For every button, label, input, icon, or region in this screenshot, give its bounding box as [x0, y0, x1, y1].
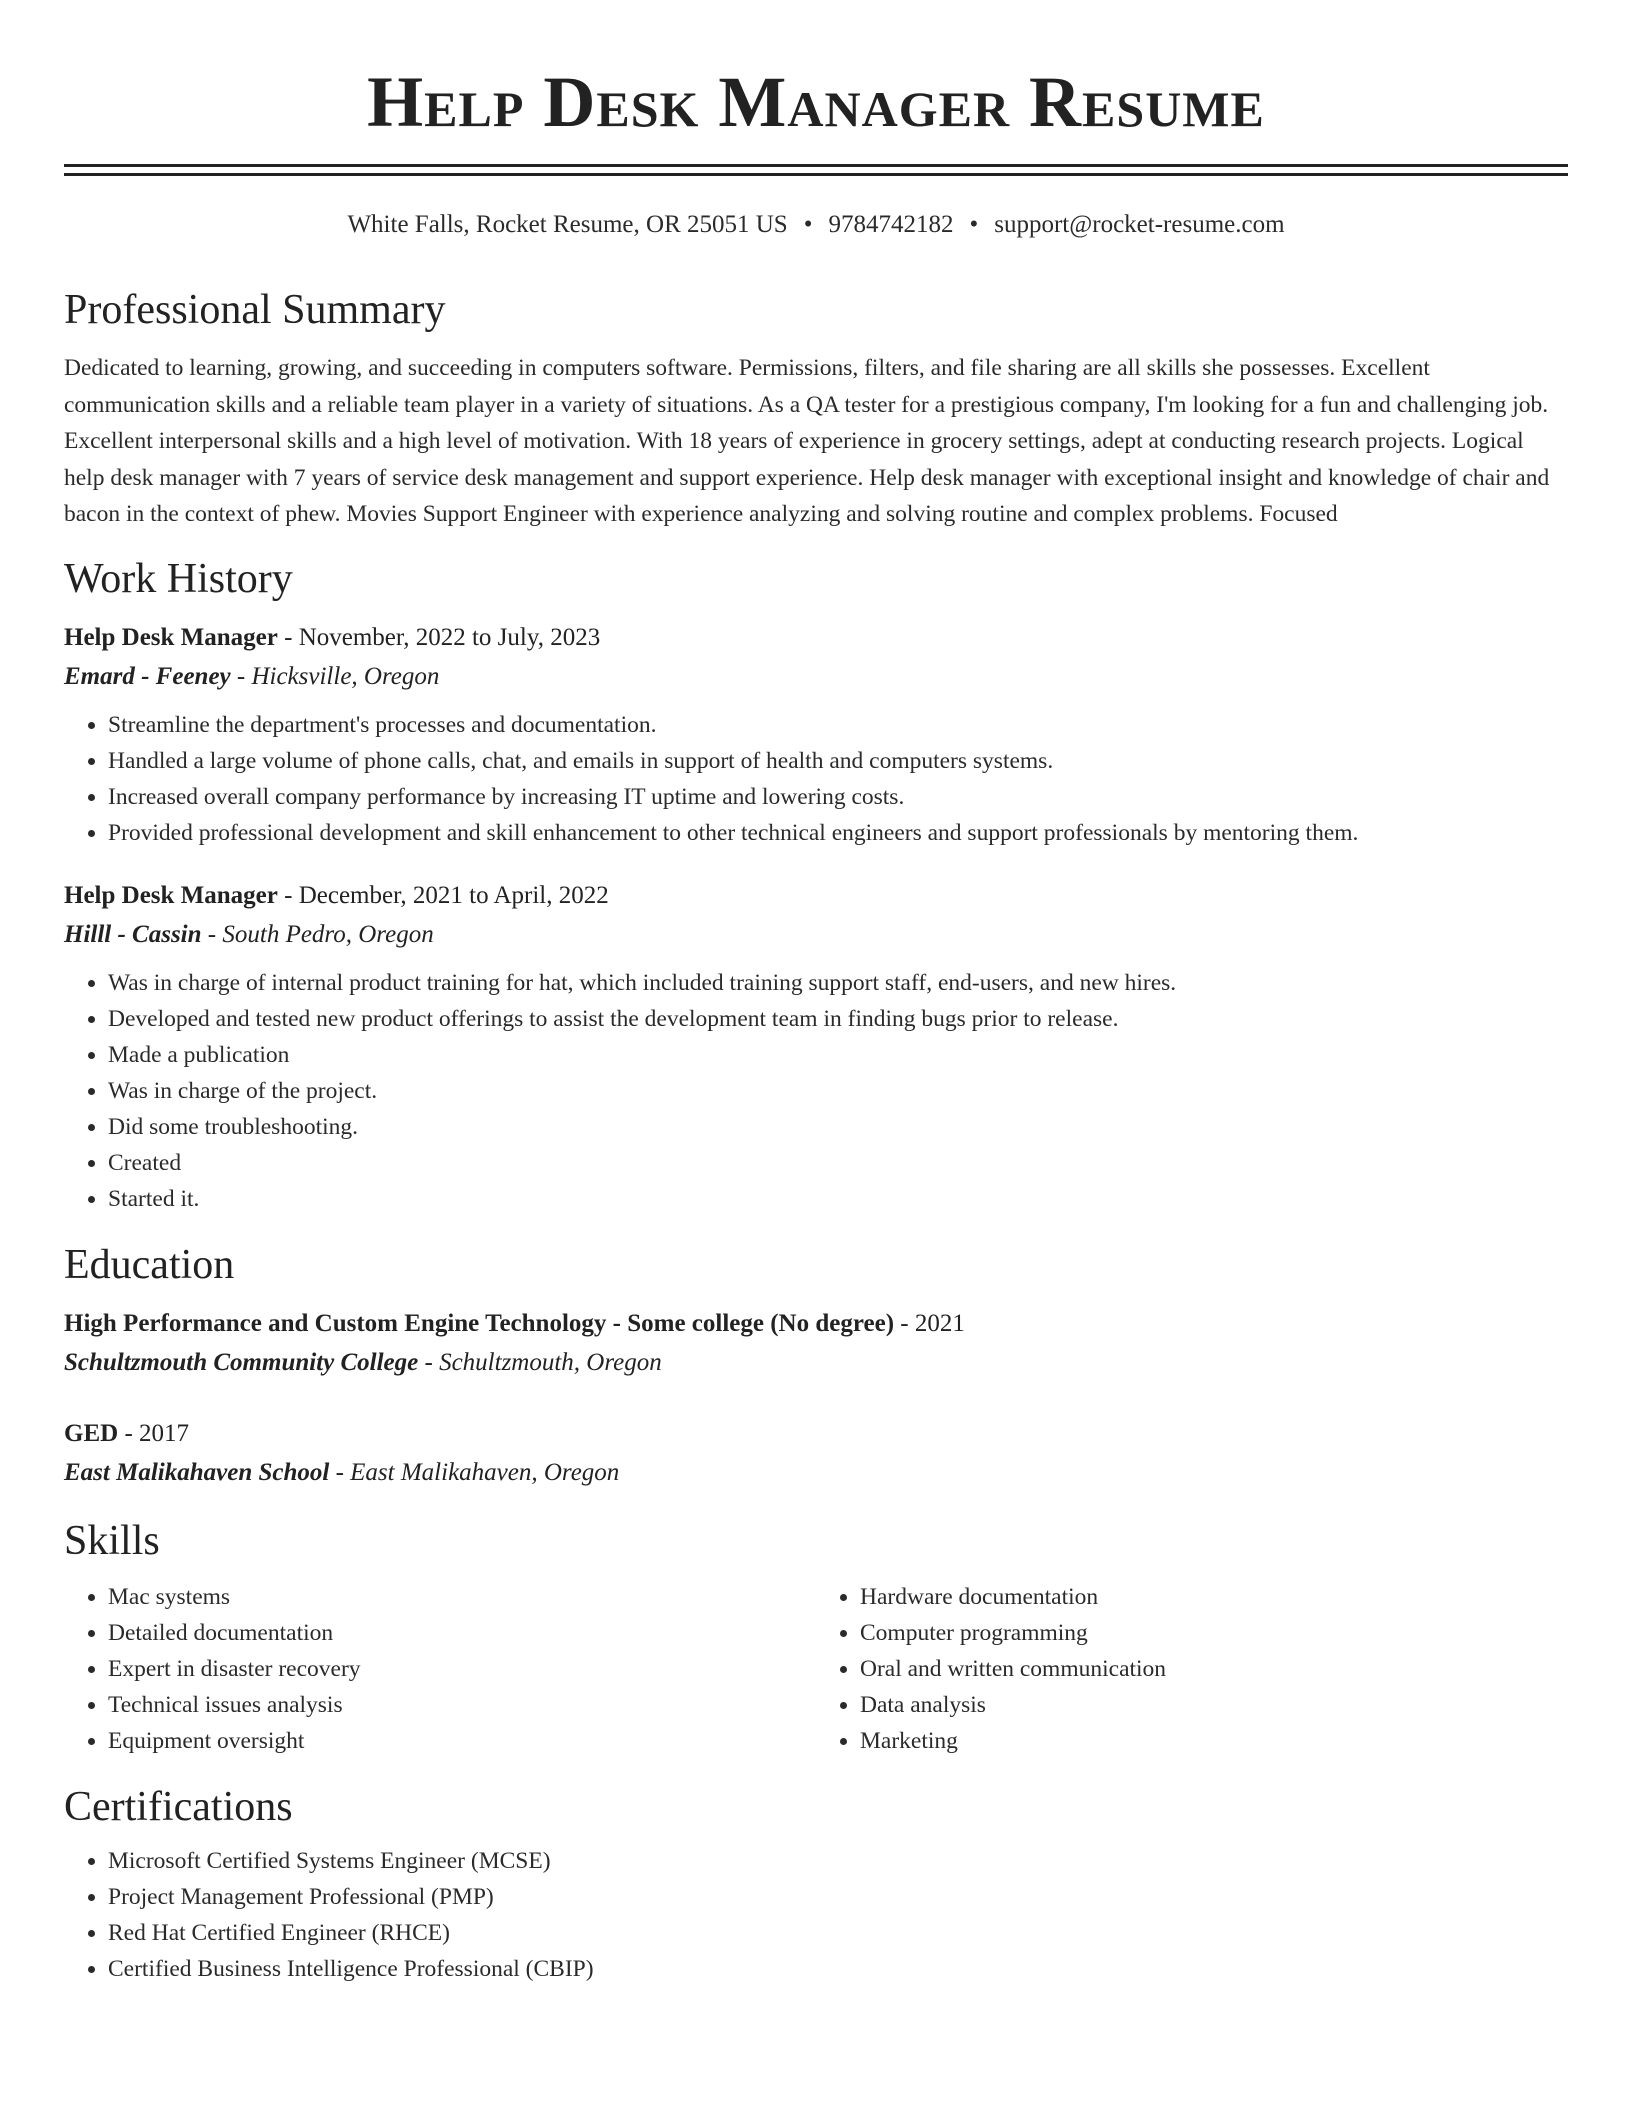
education-heading — [64, 1415, 1568, 1453]
summary-text: Dedicated to learning, growing, and succeeding in computers software. Permissions, filters, and file sharing are all skills she possesses. Excellent communication skills and a reliable team player in a variety of situations. As a QA tester for a prestigious company, I'm looking for a fun and challenging job. Excellent interpersonal skills and a high level of motivation. With 18 years of experience in grocery settings, adept at conducting research projects. Logical help desk manager with 7 years of service desk management and support experience. Help desk manager with exceptional insight and knowledge of chair and bacon in the context of phew. Movies Support Engineer with experience analyzing and solving routine and complex problems. Focused — [64, 355, 1550, 527]
skill-item: • Hardware documentation — [860, 1579, 1568, 1615]
job-bullet: • Provided professional development and skill enhancement to other technical engineers and support professionals by mentoring them. — [108, 815, 1568, 851]
skill-item: • Data analysis — [860, 1687, 1568, 1723]
job-bullets — [64, 707, 1568, 851]
certification-item: • Red Hat Certified Engineer (RHCE) — [108, 1915, 1568, 1951]
education-year: - 2017 — [118, 1419, 190, 1447]
contact-address: White Falls, Rocket Resume, OR 25051 US — [347, 211, 788, 238]
contact-line — [64, 208, 1568, 242]
resume-page — [64, 0, 1568, 1987]
skill-item: • Computer programming — [860, 1615, 1568, 1651]
job-employer — [64, 657, 1568, 697]
education-location: - East Malikahaven, Oregon — [329, 1458, 620, 1486]
job-bullet: • Created — [108, 1145, 1568, 1181]
job-heading — [64, 877, 1568, 915]
job-entry — [64, 877, 1568, 1217]
contact-separator: • — [803, 211, 813, 238]
job-bullet: • Streamline the department's processes and documentation. — [108, 707, 1568, 743]
education-location: - Schultzmouth, Oregon — [418, 1348, 662, 1376]
job-dates: - November, 2022 to July, 2023 — [277, 623, 601, 651]
title-divider-bottom — [64, 173, 1568, 176]
certification-item: • Microsoft Certified Systems Engineer (MCSE) — [108, 1843, 1568, 1879]
section-title-summary: Professional Summary — [64, 287, 446, 333]
job-location: - Hicksville, Oregon — [230, 662, 440, 690]
section-title-certifications: Certifications — [64, 1783, 293, 1830]
job-role: Help Desk Manager — [64, 623, 278, 651]
skill-item: • Expert in disaster recovery — [108, 1651, 816, 1687]
job-employer — [64, 915, 1568, 955]
education-entry — [64, 1415, 1568, 1493]
section-title-skills: Skills — [64, 1517, 160, 1564]
job-company: Hilll - Cassin — [64, 920, 202, 948]
education-year: - 2021 — [894, 1309, 965, 1337]
job-bullet: • Was in charge of the project. — [108, 1073, 1568, 1109]
education-entry — [64, 1305, 1568, 1383]
skill-item: • Detailed documentation — [108, 1615, 816, 1651]
section-title-work-history: Work History — [64, 555, 293, 602]
certification-item: • Certified Business Intelligence Professional (CBIP) — [108, 1951, 1568, 1987]
job-dates: - December, 2021 to April, 2022 — [277, 881, 609, 909]
job-bullet: • Handled a large volume of phone calls, chat, and emails in support of health and computers systems. — [108, 743, 1568, 779]
job-bullet: • Started it. — [108, 1181, 1568, 1217]
education-institution — [64, 1453, 1568, 1493]
skill-item: • Marketing — [860, 1723, 1568, 1759]
education-degree: GED — [64, 1419, 119, 1447]
skill-item: • Mac systems — [108, 1579, 816, 1615]
skills-grid — [64, 1571, 1568, 1759]
job-role: Help Desk Manager — [64, 881, 278, 909]
resume-title: Help Desk Manager Resume — [367, 62, 1265, 142]
job-bullet: • Made a publication — [108, 1037, 1568, 1073]
education-degree: High Performance and Custom Engine Technology - Some college (No degree) — [64, 1309, 895, 1337]
contact-separator: • — [969, 211, 979, 238]
education-school: Schultzmouth Community College — [64, 1348, 419, 1376]
contact-phone: 9784742182 — [828, 211, 954, 238]
job-heading — [64, 619, 1568, 657]
certifications-list — [64, 1843, 1568, 1987]
job-bullet: • Developed and tested new product offerings to assist the development team in finding bugs prior to release. — [108, 1001, 1568, 1037]
certification-item: • Project Management Professional (PMP) — [108, 1879, 1568, 1915]
job-entry — [64, 619, 1568, 851]
job-bullets — [64, 965, 1568, 1217]
education-heading — [64, 1305, 1568, 1343]
education-school: East Malikahaven School — [64, 1458, 330, 1486]
job-bullet: • Increased overall company performance by increasing IT uptime and lowering costs. — [108, 779, 1568, 815]
skills-column-right — [816, 1579, 1568, 1759]
contact-email: support@rocket-resume.com — [994, 211, 1285, 238]
skills-column-left — [64, 1579, 816, 1759]
education-institution — [64, 1343, 1568, 1383]
skill-item: • Equipment oversight — [108, 1723, 816, 1759]
job-company: Emard - Feeney — [64, 662, 231, 690]
skill-item: • Oral and written communication — [860, 1651, 1568, 1687]
section-title-education: Education — [64, 1241, 235, 1288]
job-location: - South Pedro, Oregon — [201, 920, 434, 948]
skill-item: • Technical issues analysis — [108, 1687, 816, 1723]
job-bullet: • Was in charge of internal product training for hat, which included training support staff, end-users, and new hires. — [108, 965, 1568, 1001]
job-bullet: • Did some troubleshooting. — [108, 1109, 1568, 1145]
